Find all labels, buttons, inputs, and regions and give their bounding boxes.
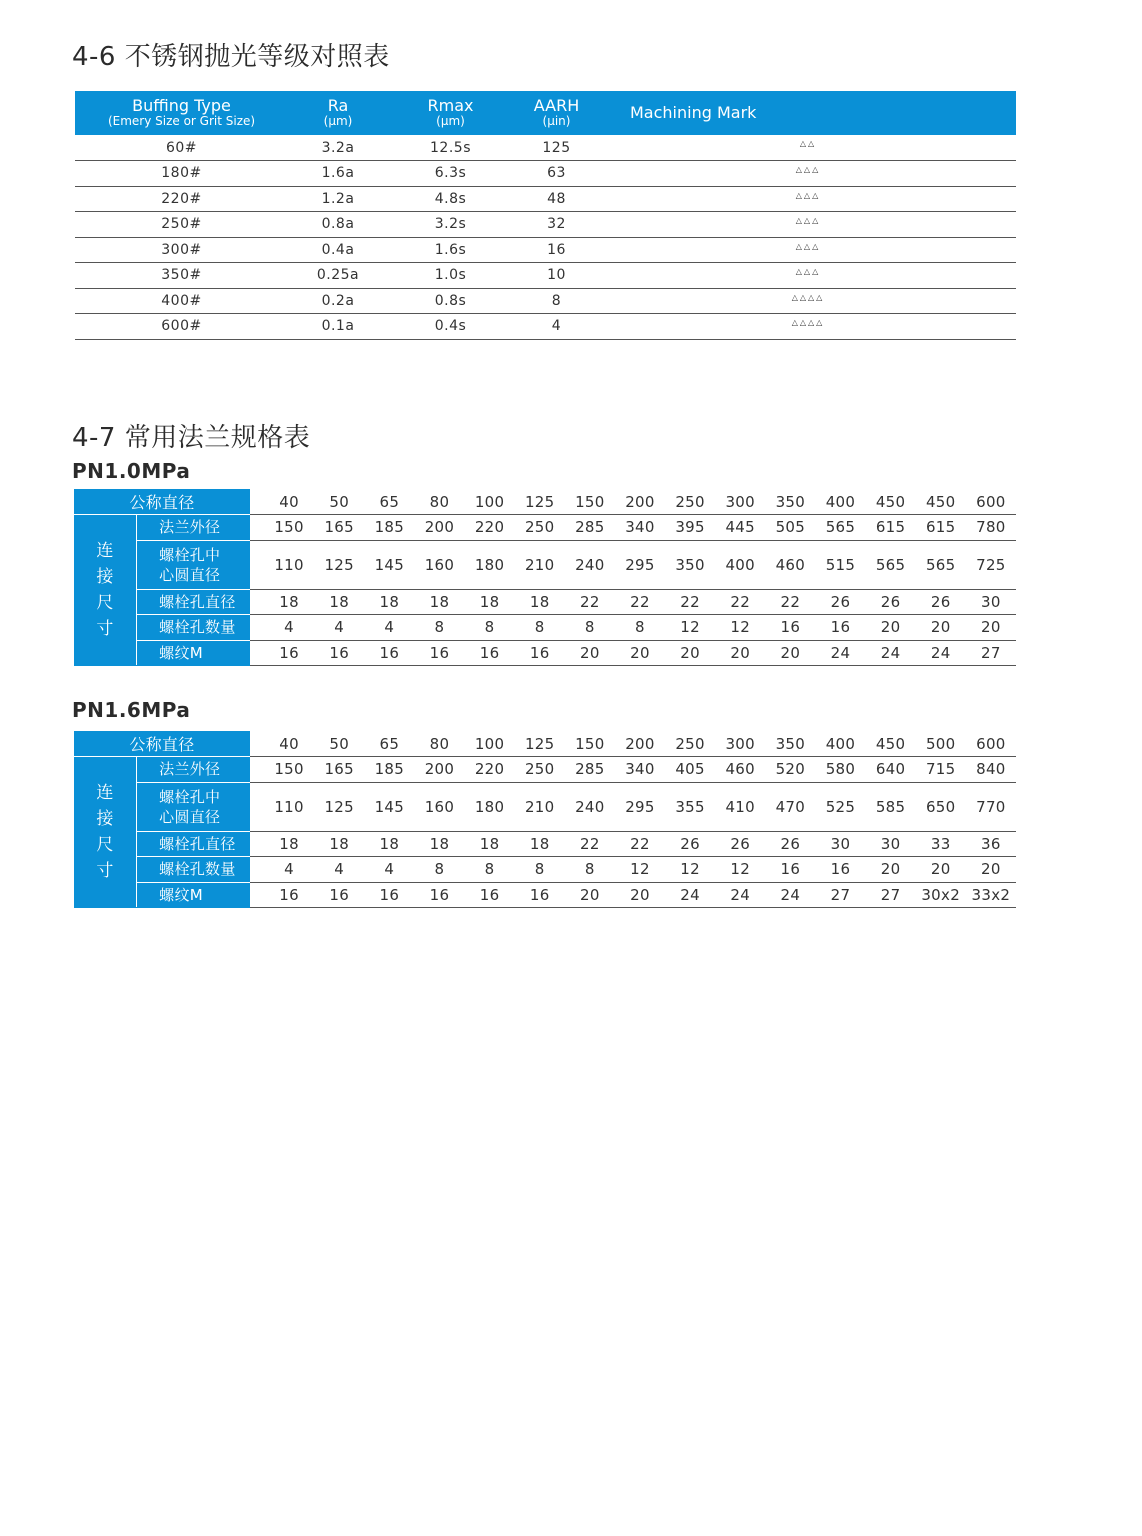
aarh-cell: 125 bbox=[542, 139, 571, 156]
value-cell: 26 bbox=[665, 831, 715, 857]
value-cell: 210 bbox=[515, 540, 565, 589]
value-cell: 20 bbox=[715, 640, 765, 666]
value-cell: 24 bbox=[916, 640, 966, 666]
pn10-title: PN1.0MPa bbox=[72, 459, 191, 483]
value-cell: 220 bbox=[465, 757, 515, 783]
machining-mark-cell: △△ bbox=[799, 139, 817, 148]
flange-table-pn16 bbox=[74, 731, 1016, 908]
value-cell: 110 bbox=[264, 540, 314, 589]
group-label-char: 连 bbox=[96, 541, 114, 561]
value-cell: 12 bbox=[665, 615, 715, 641]
pn16-title: PN1.6MPa bbox=[72, 698, 191, 722]
value-cell: 405 bbox=[665, 757, 715, 783]
value-cell: 355 bbox=[665, 782, 715, 831]
value-cell: 33 bbox=[916, 831, 966, 857]
value-cell: 4 bbox=[364, 615, 414, 641]
spacer-cell bbox=[250, 882, 264, 908]
value-cell: 240 bbox=[565, 540, 615, 589]
machining-mark-cell: △△△ bbox=[795, 216, 821, 225]
value-cell: 185 bbox=[364, 757, 414, 783]
nominal-value-cell: 450 bbox=[916, 489, 966, 515]
row-label bbox=[137, 782, 250, 831]
rmax-cell: 4.8s bbox=[434, 190, 467, 207]
nominal-diameter-label: 公称直径 bbox=[74, 731, 250, 757]
value-cell: 185 bbox=[364, 515, 414, 541]
value-cell: 240 bbox=[565, 782, 615, 831]
nominal-diameter-row bbox=[74, 731, 1016, 757]
value-cell: 18 bbox=[314, 831, 364, 857]
row-label-line: 螺纹M bbox=[159, 643, 203, 662]
nominal-value-cell: 300 bbox=[715, 731, 765, 757]
aarh-cell: 8 bbox=[551, 292, 562, 309]
value-cell: 30 bbox=[966, 589, 1016, 615]
value-cell: 470 bbox=[765, 782, 815, 831]
value-cell: 22 bbox=[665, 589, 715, 615]
value-cell: 565 bbox=[916, 540, 966, 589]
value-cell: 27 bbox=[815, 882, 865, 908]
value-cell: 580 bbox=[815, 757, 865, 783]
value-cell: 18 bbox=[414, 589, 464, 615]
section-4-7-title: 4-7 常用法兰规格表 bbox=[72, 423, 311, 453]
nominal-value-cell: 450 bbox=[866, 489, 916, 515]
nominal-diameter-label: 公称直径 bbox=[74, 489, 250, 515]
value-cell: 16 bbox=[815, 857, 865, 883]
value-cell: 30x2 bbox=[916, 882, 966, 908]
spacer-cell bbox=[250, 831, 264, 857]
value-cell: 30 bbox=[815, 831, 865, 857]
ra-cell: 0.25a bbox=[316, 267, 360, 284]
table-row bbox=[75, 212, 1016, 238]
value-cell: 725 bbox=[966, 540, 1016, 589]
buffing-table-header bbox=[75, 91, 1016, 135]
value-cell: 12 bbox=[715, 615, 765, 641]
buffing-type-cell: 250# bbox=[161, 216, 202, 233]
row-label bbox=[137, 640, 250, 666]
nominal-value-cell: 400 bbox=[815, 731, 865, 757]
row-label bbox=[137, 540, 250, 589]
value-cell: 165 bbox=[314, 515, 364, 541]
nominal-value-cell: 150 bbox=[565, 489, 615, 515]
nominal-value-cell: 450 bbox=[866, 731, 916, 757]
value-cell: 615 bbox=[916, 515, 966, 541]
value-cell: 16 bbox=[264, 640, 314, 666]
value-cell: 18 bbox=[515, 831, 565, 857]
nominal-diameter-row bbox=[74, 489, 1016, 515]
table-row bbox=[75, 288, 1016, 314]
header-buffing-type: Buffing Type (Emery Size or Grit Size) bbox=[75, 91, 288, 135]
nominal-value-cell: 50 bbox=[314, 489, 364, 515]
value-cell: 200 bbox=[414, 757, 464, 783]
group-label-char: 接 bbox=[96, 567, 114, 587]
value-cell: 200 bbox=[414, 515, 464, 541]
aarh-cell: 16 bbox=[547, 241, 566, 258]
table-row bbox=[75, 237, 1016, 263]
nominal-value-cell: 125 bbox=[515, 489, 565, 515]
value-cell: 8 bbox=[414, 615, 464, 641]
value-cell: 24 bbox=[866, 640, 916, 666]
value-cell: 285 bbox=[565, 757, 615, 783]
spacer-cell bbox=[250, 731, 264, 757]
value-cell: 22 bbox=[565, 831, 615, 857]
table-row bbox=[74, 615, 1016, 641]
nominal-value-cell: 500 bbox=[916, 731, 966, 757]
nominal-value-cell: 350 bbox=[765, 731, 815, 757]
buffing-type-cell: 600# bbox=[161, 318, 202, 335]
value-cell: 160 bbox=[414, 540, 464, 589]
table-row bbox=[75, 135, 1016, 161]
value-cell: 8 bbox=[515, 857, 565, 883]
spacer-cell bbox=[250, 757, 264, 783]
value-cell: 24 bbox=[765, 882, 815, 908]
nominal-value-cell: 125 bbox=[515, 731, 565, 757]
nominal-value-cell: 50 bbox=[314, 731, 364, 757]
value-cell: 8 bbox=[565, 857, 615, 883]
value-cell: 26 bbox=[916, 589, 966, 615]
value-cell: 27 bbox=[966, 640, 1016, 666]
value-cell: 8 bbox=[565, 615, 615, 641]
ra-cell: 0.1a bbox=[321, 318, 355, 335]
aarh-cell: 48 bbox=[547, 190, 566, 207]
value-cell: 340 bbox=[615, 757, 665, 783]
machining-mark-cell: △△△△ bbox=[791, 318, 825, 327]
value-cell: 20 bbox=[916, 857, 966, 883]
rmax-cell: 3.2s bbox=[434, 216, 467, 233]
value-cell: 16 bbox=[765, 857, 815, 883]
value-cell: 110 bbox=[264, 782, 314, 831]
nominal-value-cell: 200 bbox=[615, 731, 665, 757]
ra-cell: 0.8a bbox=[321, 216, 355, 233]
row-label-line: 螺栓孔中 bbox=[159, 787, 221, 806]
row-label bbox=[137, 882, 250, 908]
aarh-cell: 32 bbox=[547, 216, 566, 233]
nominal-value-cell: 300 bbox=[715, 489, 765, 515]
value-cell: 18 bbox=[264, 831, 314, 857]
nominal-value-cell: 250 bbox=[665, 731, 715, 757]
table-row bbox=[74, 757, 1016, 783]
value-cell: 24 bbox=[665, 882, 715, 908]
value-cell: 18 bbox=[414, 831, 464, 857]
machining-mark-cell: △△△ bbox=[795, 165, 821, 174]
machining-mark-cell: △△△△ bbox=[791, 292, 825, 302]
value-cell: 20 bbox=[565, 882, 615, 908]
rmax-cell: 6.3s bbox=[434, 165, 467, 182]
value-cell: 26 bbox=[715, 831, 765, 857]
spacer-cell bbox=[250, 515, 264, 541]
value-cell: 445 bbox=[715, 515, 765, 541]
value-cell: 650 bbox=[916, 782, 966, 831]
value-cell: 8 bbox=[414, 857, 464, 883]
value-cell: 22 bbox=[615, 589, 665, 615]
row-label-line: 螺栓孔数量 bbox=[159, 618, 236, 637]
row-label bbox=[137, 857, 250, 883]
row-label bbox=[137, 515, 250, 541]
value-cell: 4 bbox=[264, 615, 314, 641]
value-cell: 22 bbox=[765, 589, 815, 615]
value-cell: 18 bbox=[264, 589, 314, 615]
group-label-char: 寸 bbox=[96, 619, 114, 639]
section-4-6-title: 4-6 不锈钢抛光等级对照表 bbox=[72, 42, 390, 72]
group-label-char: 接 bbox=[96, 809, 114, 829]
value-cell: 340 bbox=[615, 515, 665, 541]
value-cell: 20 bbox=[866, 857, 916, 883]
aarh-cell: 63 bbox=[547, 165, 566, 182]
buffing-type-cell: 180# bbox=[161, 165, 202, 182]
row-label-line: 螺栓孔直径 bbox=[159, 592, 236, 611]
group-label-char: 连 bbox=[96, 783, 114, 803]
value-cell: 460 bbox=[715, 757, 765, 783]
value-cell: 18 bbox=[314, 589, 364, 615]
value-cell: 16 bbox=[414, 640, 464, 666]
header-ra: Ra (µm) bbox=[288, 91, 388, 135]
value-cell: 16 bbox=[465, 882, 515, 908]
buffing-type-cell: 300# bbox=[161, 241, 202, 258]
rmax-cell: 12.5s bbox=[430, 139, 471, 156]
row-label-line: 法兰外径 bbox=[159, 760, 221, 779]
value-cell: 125 bbox=[314, 540, 364, 589]
machining-mark-cell: △△△ bbox=[795, 190, 821, 200]
value-cell: 12 bbox=[615, 857, 665, 883]
value-cell: 20 bbox=[866, 615, 916, 641]
row-label-line: 螺纹M bbox=[159, 885, 203, 904]
table-row bbox=[74, 882, 1016, 908]
machining-mark-cell: △△△ bbox=[795, 241, 821, 251]
value-cell: 350 bbox=[665, 540, 715, 589]
value-cell: 145 bbox=[364, 540, 414, 589]
header-aarh: AARH (µin) bbox=[513, 91, 600, 135]
value-cell: 18 bbox=[465, 831, 515, 857]
value-cell: 20 bbox=[565, 640, 615, 666]
table-row bbox=[74, 857, 1016, 883]
value-cell: 505 bbox=[765, 515, 815, 541]
value-cell: 520 bbox=[765, 757, 815, 783]
value-cell: 16 bbox=[314, 640, 364, 666]
value-cell: 18 bbox=[515, 589, 565, 615]
connection-size-group-label bbox=[74, 757, 137, 908]
value-cell: 180 bbox=[465, 540, 515, 589]
value-cell: 16 bbox=[264, 882, 314, 908]
value-cell: 285 bbox=[565, 515, 615, 541]
value-cell: 20 bbox=[966, 857, 1016, 883]
connection-size-group-label bbox=[74, 515, 137, 666]
value-cell: 840 bbox=[966, 757, 1016, 783]
value-cell: 20 bbox=[966, 615, 1016, 641]
spacer-cell bbox=[250, 540, 264, 589]
value-cell: 770 bbox=[966, 782, 1016, 831]
value-cell: 24 bbox=[815, 640, 865, 666]
value-cell: 22 bbox=[565, 589, 615, 615]
value-cell: 460 bbox=[765, 540, 815, 589]
value-cell: 150 bbox=[264, 515, 314, 541]
table-row bbox=[75, 161, 1016, 187]
value-cell: 400 bbox=[715, 540, 765, 589]
value-cell: 36 bbox=[966, 831, 1016, 857]
row-label-line: 法兰外径 bbox=[159, 518, 221, 537]
value-cell: 4 bbox=[364, 857, 414, 883]
nominal-value-cell: 40 bbox=[264, 731, 314, 757]
value-cell: 250 bbox=[515, 757, 565, 783]
value-cell: 180 bbox=[465, 782, 515, 831]
value-cell: 18 bbox=[364, 831, 414, 857]
value-cell: 715 bbox=[916, 757, 966, 783]
value-cell: 525 bbox=[815, 782, 865, 831]
value-cell: 780 bbox=[966, 515, 1016, 541]
value-cell: 16 bbox=[765, 615, 815, 641]
row-label-line: 螺栓孔中 bbox=[159, 545, 221, 564]
header-rmax: Rmax (µm) bbox=[388, 91, 513, 135]
nominal-value-cell: 80 bbox=[414, 731, 464, 757]
table-row bbox=[74, 589, 1016, 615]
value-cell: 615 bbox=[866, 515, 916, 541]
value-cell: 33x2 bbox=[966, 882, 1016, 908]
value-cell: 210 bbox=[515, 782, 565, 831]
value-cell: 20 bbox=[615, 882, 665, 908]
value-cell: 26 bbox=[815, 589, 865, 615]
value-cell: 16 bbox=[364, 640, 414, 666]
nominal-value-cell: 250 bbox=[665, 489, 715, 515]
row-label bbox=[137, 589, 250, 615]
value-cell: 30 bbox=[866, 831, 916, 857]
value-cell: 220 bbox=[465, 515, 515, 541]
value-cell: 24 bbox=[715, 882, 765, 908]
value-cell: 12 bbox=[715, 857, 765, 883]
value-cell: 410 bbox=[715, 782, 765, 831]
value-cell: 165 bbox=[314, 757, 364, 783]
spacer-cell bbox=[250, 857, 264, 883]
buffing-comparison-table bbox=[75, 91, 1016, 340]
value-cell: 150 bbox=[264, 757, 314, 783]
value-cell: 295 bbox=[615, 782, 665, 831]
value-cell: 22 bbox=[715, 589, 765, 615]
value-cell: 565 bbox=[866, 540, 916, 589]
value-cell: 26 bbox=[866, 589, 916, 615]
group-label-char: 尺 bbox=[96, 835, 114, 855]
table-row bbox=[74, 540, 1016, 589]
ra-cell: 1.2a bbox=[321, 190, 355, 207]
value-cell: 8 bbox=[515, 615, 565, 641]
nominal-value-cell: 80 bbox=[414, 489, 464, 515]
rmax-cell: 0.4s bbox=[434, 318, 467, 335]
spacer-cell bbox=[250, 615, 264, 641]
group-label-char: 尺 bbox=[96, 593, 114, 613]
value-cell: 4 bbox=[264, 857, 314, 883]
buffing-type-cell: 350# bbox=[161, 267, 202, 284]
value-cell: 16 bbox=[364, 882, 414, 908]
table-row bbox=[75, 186, 1016, 212]
value-cell: 160 bbox=[414, 782, 464, 831]
aarh-cell: 10 bbox=[547, 267, 566, 284]
table-row bbox=[74, 831, 1016, 857]
nominal-value-cell: 65 bbox=[364, 731, 414, 757]
aarh-cell: 4 bbox=[551, 318, 562, 335]
ra-cell: 1.6a bbox=[321, 165, 355, 182]
table-row bbox=[74, 640, 1016, 666]
value-cell: 22 bbox=[615, 831, 665, 857]
spacer-cell bbox=[250, 782, 264, 831]
value-cell: 16 bbox=[314, 882, 364, 908]
flange-table-pn10 bbox=[74, 489, 1016, 666]
value-cell: 20 bbox=[615, 640, 665, 666]
header-machining-mark: Machining Mark bbox=[600, 91, 1016, 135]
row-label bbox=[137, 757, 250, 783]
row-label-line: 螺栓孔数量 bbox=[159, 860, 236, 879]
ra-cell: 0.4a bbox=[321, 241, 355, 258]
value-cell: 26 bbox=[765, 831, 815, 857]
value-cell: 515 bbox=[815, 540, 865, 589]
spacer-cell bbox=[250, 489, 264, 515]
nominal-value-cell: 40 bbox=[264, 489, 314, 515]
value-cell: 16 bbox=[465, 640, 515, 666]
value-cell: 250 bbox=[515, 515, 565, 541]
value-cell: 20 bbox=[916, 615, 966, 641]
value-cell: 585 bbox=[866, 782, 916, 831]
nominal-value-cell: 150 bbox=[565, 731, 615, 757]
value-cell: 16 bbox=[515, 882, 565, 908]
nominal-value-cell: 400 bbox=[815, 489, 865, 515]
nominal-value-cell: 350 bbox=[765, 489, 815, 515]
value-cell: 395 bbox=[665, 515, 715, 541]
table-row bbox=[75, 314, 1016, 340]
value-cell: 12 bbox=[665, 857, 715, 883]
value-cell: 16 bbox=[515, 640, 565, 666]
row-label bbox=[137, 615, 250, 641]
value-cell: 16 bbox=[815, 615, 865, 641]
nominal-value-cell: 600 bbox=[966, 731, 1016, 757]
value-cell: 20 bbox=[665, 640, 715, 666]
value-cell: 4 bbox=[314, 857, 364, 883]
table-row bbox=[74, 782, 1016, 831]
value-cell: 27 bbox=[866, 882, 916, 908]
value-cell: 8 bbox=[615, 615, 665, 641]
value-cell: 125 bbox=[314, 782, 364, 831]
value-cell: 18 bbox=[465, 589, 515, 615]
spacer-cell bbox=[250, 589, 264, 615]
value-cell: 295 bbox=[615, 540, 665, 589]
nominal-value-cell: 600 bbox=[966, 489, 1016, 515]
row-label bbox=[137, 831, 250, 857]
ra-cell: 0.2a bbox=[321, 292, 355, 309]
row-label-line: 螺栓孔直径 bbox=[159, 834, 236, 853]
group-label-char: 寸 bbox=[96, 861, 114, 881]
value-cell: 565 bbox=[815, 515, 865, 541]
spacer-cell bbox=[250, 640, 264, 666]
buffing-type-cell: 220# bbox=[161, 190, 202, 207]
row-label-line: 心圆直径 bbox=[159, 807, 221, 826]
value-cell: 4 bbox=[314, 615, 364, 641]
value-cell: 640 bbox=[866, 757, 916, 783]
table-row bbox=[75, 263, 1016, 289]
table-row bbox=[74, 515, 1016, 541]
buffing-type-cell: 400# bbox=[161, 292, 202, 309]
value-cell: 8 bbox=[465, 857, 515, 883]
value-cell: 18 bbox=[364, 589, 414, 615]
buffing-type-cell: 60# bbox=[165, 139, 198, 156]
nominal-value-cell: 65 bbox=[364, 489, 414, 515]
rmax-cell: 1.0s bbox=[434, 267, 467, 284]
ra-cell: 3.2a bbox=[321, 139, 355, 156]
row-label-line: 心圆直径 bbox=[159, 565, 221, 584]
value-cell: 16 bbox=[414, 882, 464, 908]
nominal-value-cell: 100 bbox=[465, 489, 515, 515]
nominal-value-cell: 100 bbox=[465, 731, 515, 757]
value-cell: 145 bbox=[364, 782, 414, 831]
rmax-cell: 0.8s bbox=[434, 292, 467, 309]
machining-mark-cell: △△△ bbox=[795, 267, 821, 276]
value-cell: 8 bbox=[465, 615, 515, 641]
nominal-value-cell: 200 bbox=[615, 489, 665, 515]
value-cell: 20 bbox=[765, 640, 815, 666]
rmax-cell: 1.6s bbox=[434, 241, 467, 258]
